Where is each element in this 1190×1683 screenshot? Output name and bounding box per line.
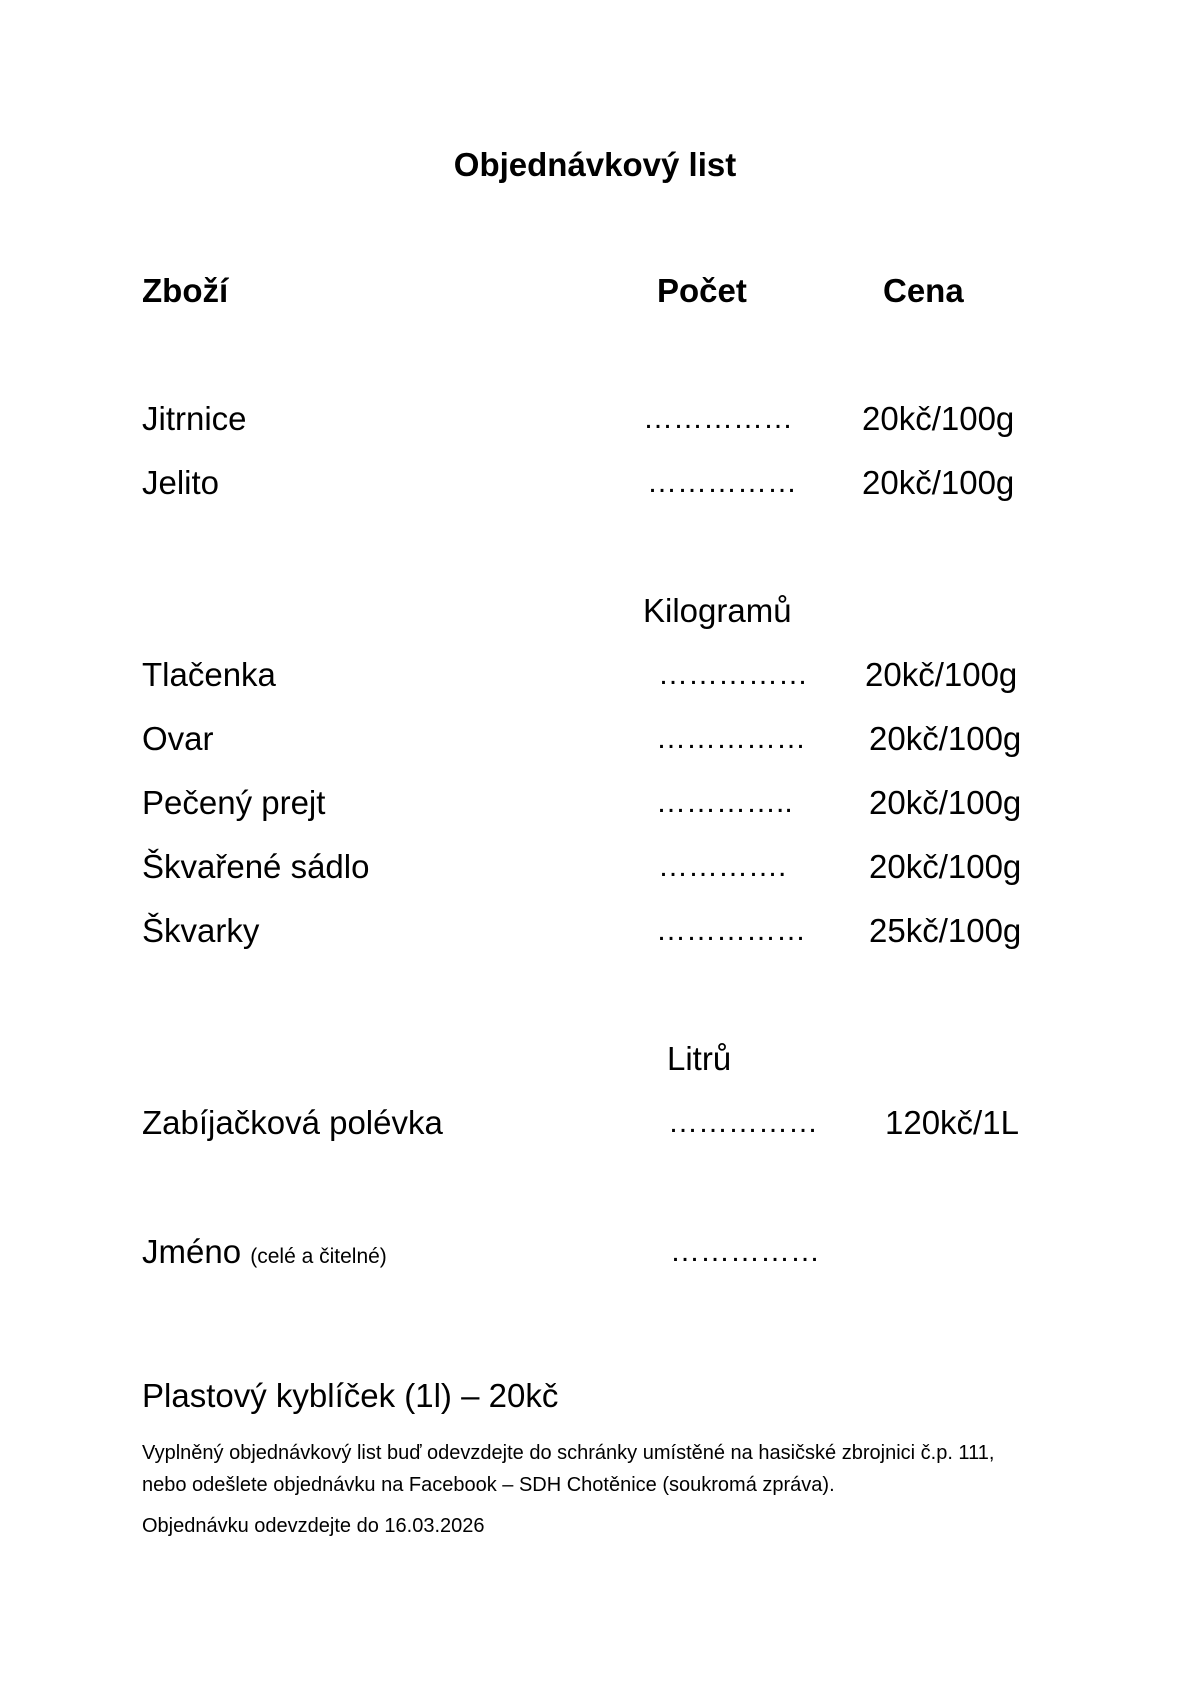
- item-name: Pečený prejt: [142, 784, 326, 821]
- quantity-blank[interactable]: ……………: [647, 466, 797, 499]
- unit-label-kilograms: Kilogramů: [643, 592, 792, 629]
- name-hint: (celé a čitelné): [250, 1245, 387, 1268]
- instructions-line-2: nebo odešlete objednávku na Facebook – SDH Chotěnice (soukromá zpráva).: [142, 1474, 835, 1496]
- quantity-blank[interactable]: ……………: [643, 402, 793, 435]
- item-price: 20kč/100g: [865, 656, 1018, 693]
- quantity-blank[interactable]: ………….: [658, 850, 787, 883]
- quantity-blank[interactable]: …………..: [656, 786, 793, 819]
- item-price: 20kč/100g: [862, 464, 1015, 501]
- column-header-price: Cena: [883, 272, 964, 309]
- quantity-blank[interactable]: ……………: [656, 722, 806, 755]
- item-price: 20kč/100g: [869, 784, 1022, 821]
- column-header-count: Počet: [657, 272, 747, 309]
- item-price: 20kč/100g: [869, 848, 1022, 885]
- item-name: Ovar: [142, 720, 214, 757]
- item-name: Jelito: [142, 464, 220, 501]
- item-name: Jitrnice: [142, 400, 247, 437]
- quantity-blank[interactable]: ……………: [668, 1106, 818, 1139]
- name-blank[interactable]: ……………: [670, 1235, 820, 1268]
- page-title: Objednávkový list: [453, 146, 737, 183]
- item-price: 20kč/100g: [869, 720, 1022, 757]
- instructions: [142, 1437, 994, 1501]
- instructions-line-1: Vyplněný objednávkový list buď odevzdejte do schránky umístěné na hasičské zbrojnici č.p. 111,: [142, 1442, 995, 1464]
- quantity-blank[interactable]: ……………: [656, 914, 806, 947]
- column-header-goods: Zboží: [142, 272, 229, 309]
- name-label: Jméno: [142, 1233, 242, 1270]
- item-name: Tlačenka: [142, 656, 276, 693]
- item-name: Zabíjačková polévka: [142, 1104, 443, 1141]
- item-price: 20kč/100g: [862, 400, 1015, 437]
- item-price: 120kč/1L: [885, 1104, 1019, 1141]
- item-name: Škvařené sádlo: [142, 848, 370, 885]
- bucket-offer: Plastový kyblíček (1l) – 20kč: [142, 1377, 559, 1414]
- name-field-label: [142, 1233, 387, 1271]
- item-name: Škvarky: [142, 912, 260, 949]
- unit-label-liters: Litrů: [667, 1040, 732, 1077]
- deadline: Objednávku odevzdejte do 16.03.2026: [142, 1515, 485, 1537]
- quantity-blank[interactable]: ……………: [658, 658, 808, 691]
- item-price: 25kč/100g: [869, 912, 1022, 949]
